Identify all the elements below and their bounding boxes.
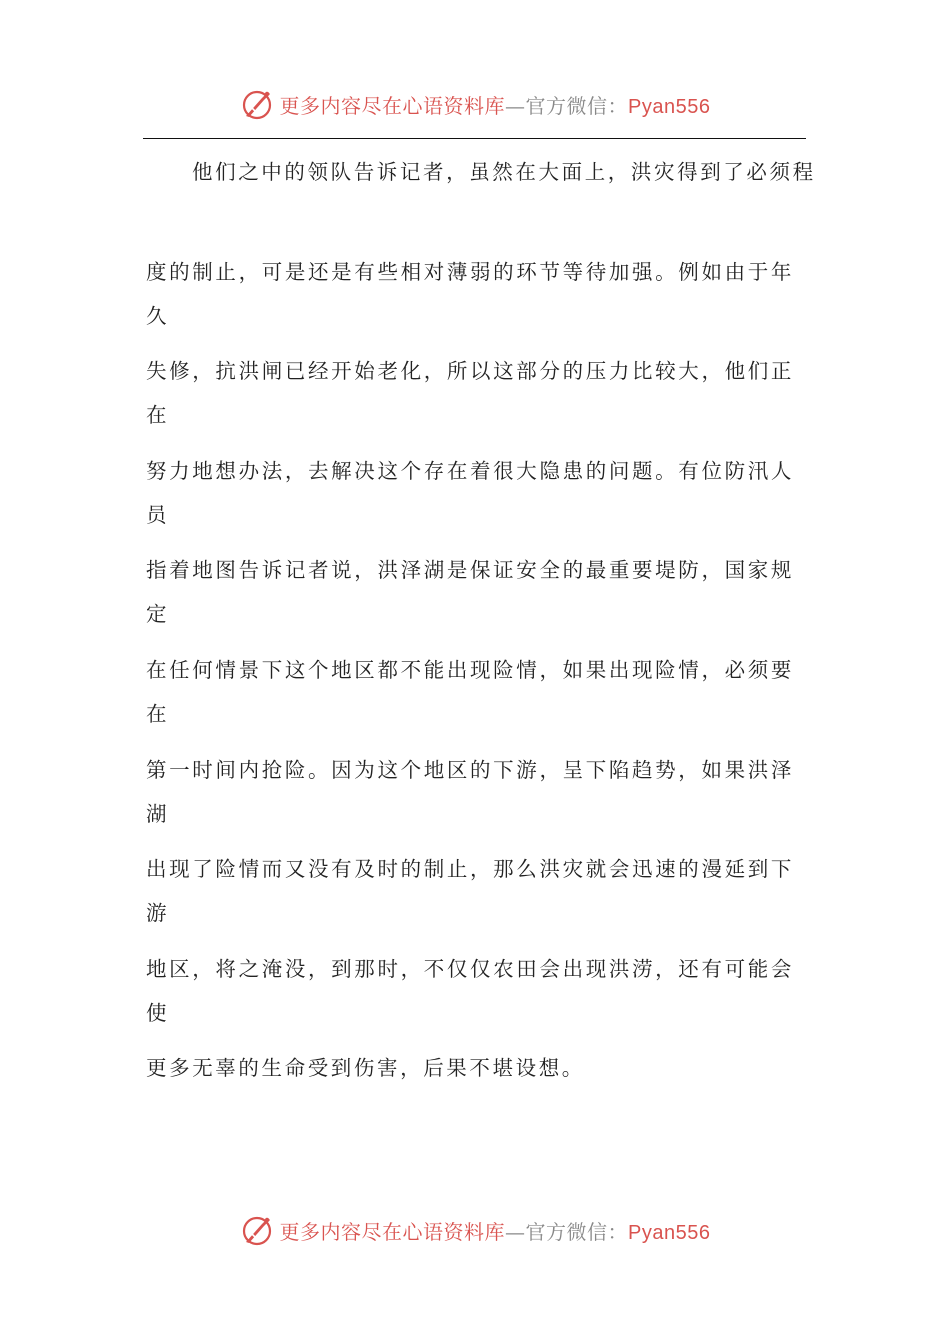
pen-nib-seal-icon (240, 86, 276, 122)
paragraph-line: 度的制止，可是还是有些相对薄弱的环节等待加强。例如由于年久 (146, 259, 794, 328)
footer-wechat-label: 官方微信： (525, 1219, 629, 1244)
paragraph-line: 更多无辜的生命受到伤害，后果不堪设想。 (146, 1056, 585, 1081)
paragraph-line: 出现了险情而又没有及时的制止，那么洪灾就会迅速的漫延到下游 (146, 857, 794, 926)
paragraph-line: 失修，抗洪闸已经开始老化，所以这部分的压力比较大，他们正在 (146, 359, 794, 428)
paragraph-line: 地区，将之淹没，到那时，不仅仅农田会出现洪涝，还有可能会使 (146, 956, 794, 1025)
footer-banner (0, 1208, 950, 1252)
header-wechat-id: Pyan556 (628, 95, 711, 118)
paragraph-line: 他们之中的领队告诉记者，虽然在大面上，洪灾得到了必须程 (192, 160, 816, 184)
header-banner (0, 82, 950, 126)
header-wechat-label: 官方微信： (525, 93, 629, 118)
paragraph-line: 第一时间内抢险。因为这个地区的下游，呈下陷趋势，如果洪泽湖 (146, 757, 794, 826)
footer-brand: 更多内容尽在心语资料库 (279, 1219, 506, 1244)
paragraph-line: 在任何情景下这个地区都不能出现险情，如果出现险情，必须要在 (146, 657, 794, 726)
paragraph-line: 努力地想办法，去解决这个存在着很大隐患的问题。有位防汛人员 (146, 458, 794, 527)
header-brand: 更多内容尽在心语资料库 (279, 93, 506, 118)
paragraph-line: 指着地图告诉记者说，洪泽湖是保证安全的最重要堤防，国家规定 (146, 558, 794, 627)
header-divider (143, 138, 806, 139)
footer-wechat-id: Pyan556 (628, 1221, 711, 1244)
header-text (280, 90, 711, 119)
article-body (146, 150, 816, 1146)
header-separator: — (505, 93, 526, 118)
footer-separator: — (505, 1219, 526, 1244)
footer-text (280, 1216, 711, 1245)
pen-nib-seal-icon (240, 1212, 276, 1248)
